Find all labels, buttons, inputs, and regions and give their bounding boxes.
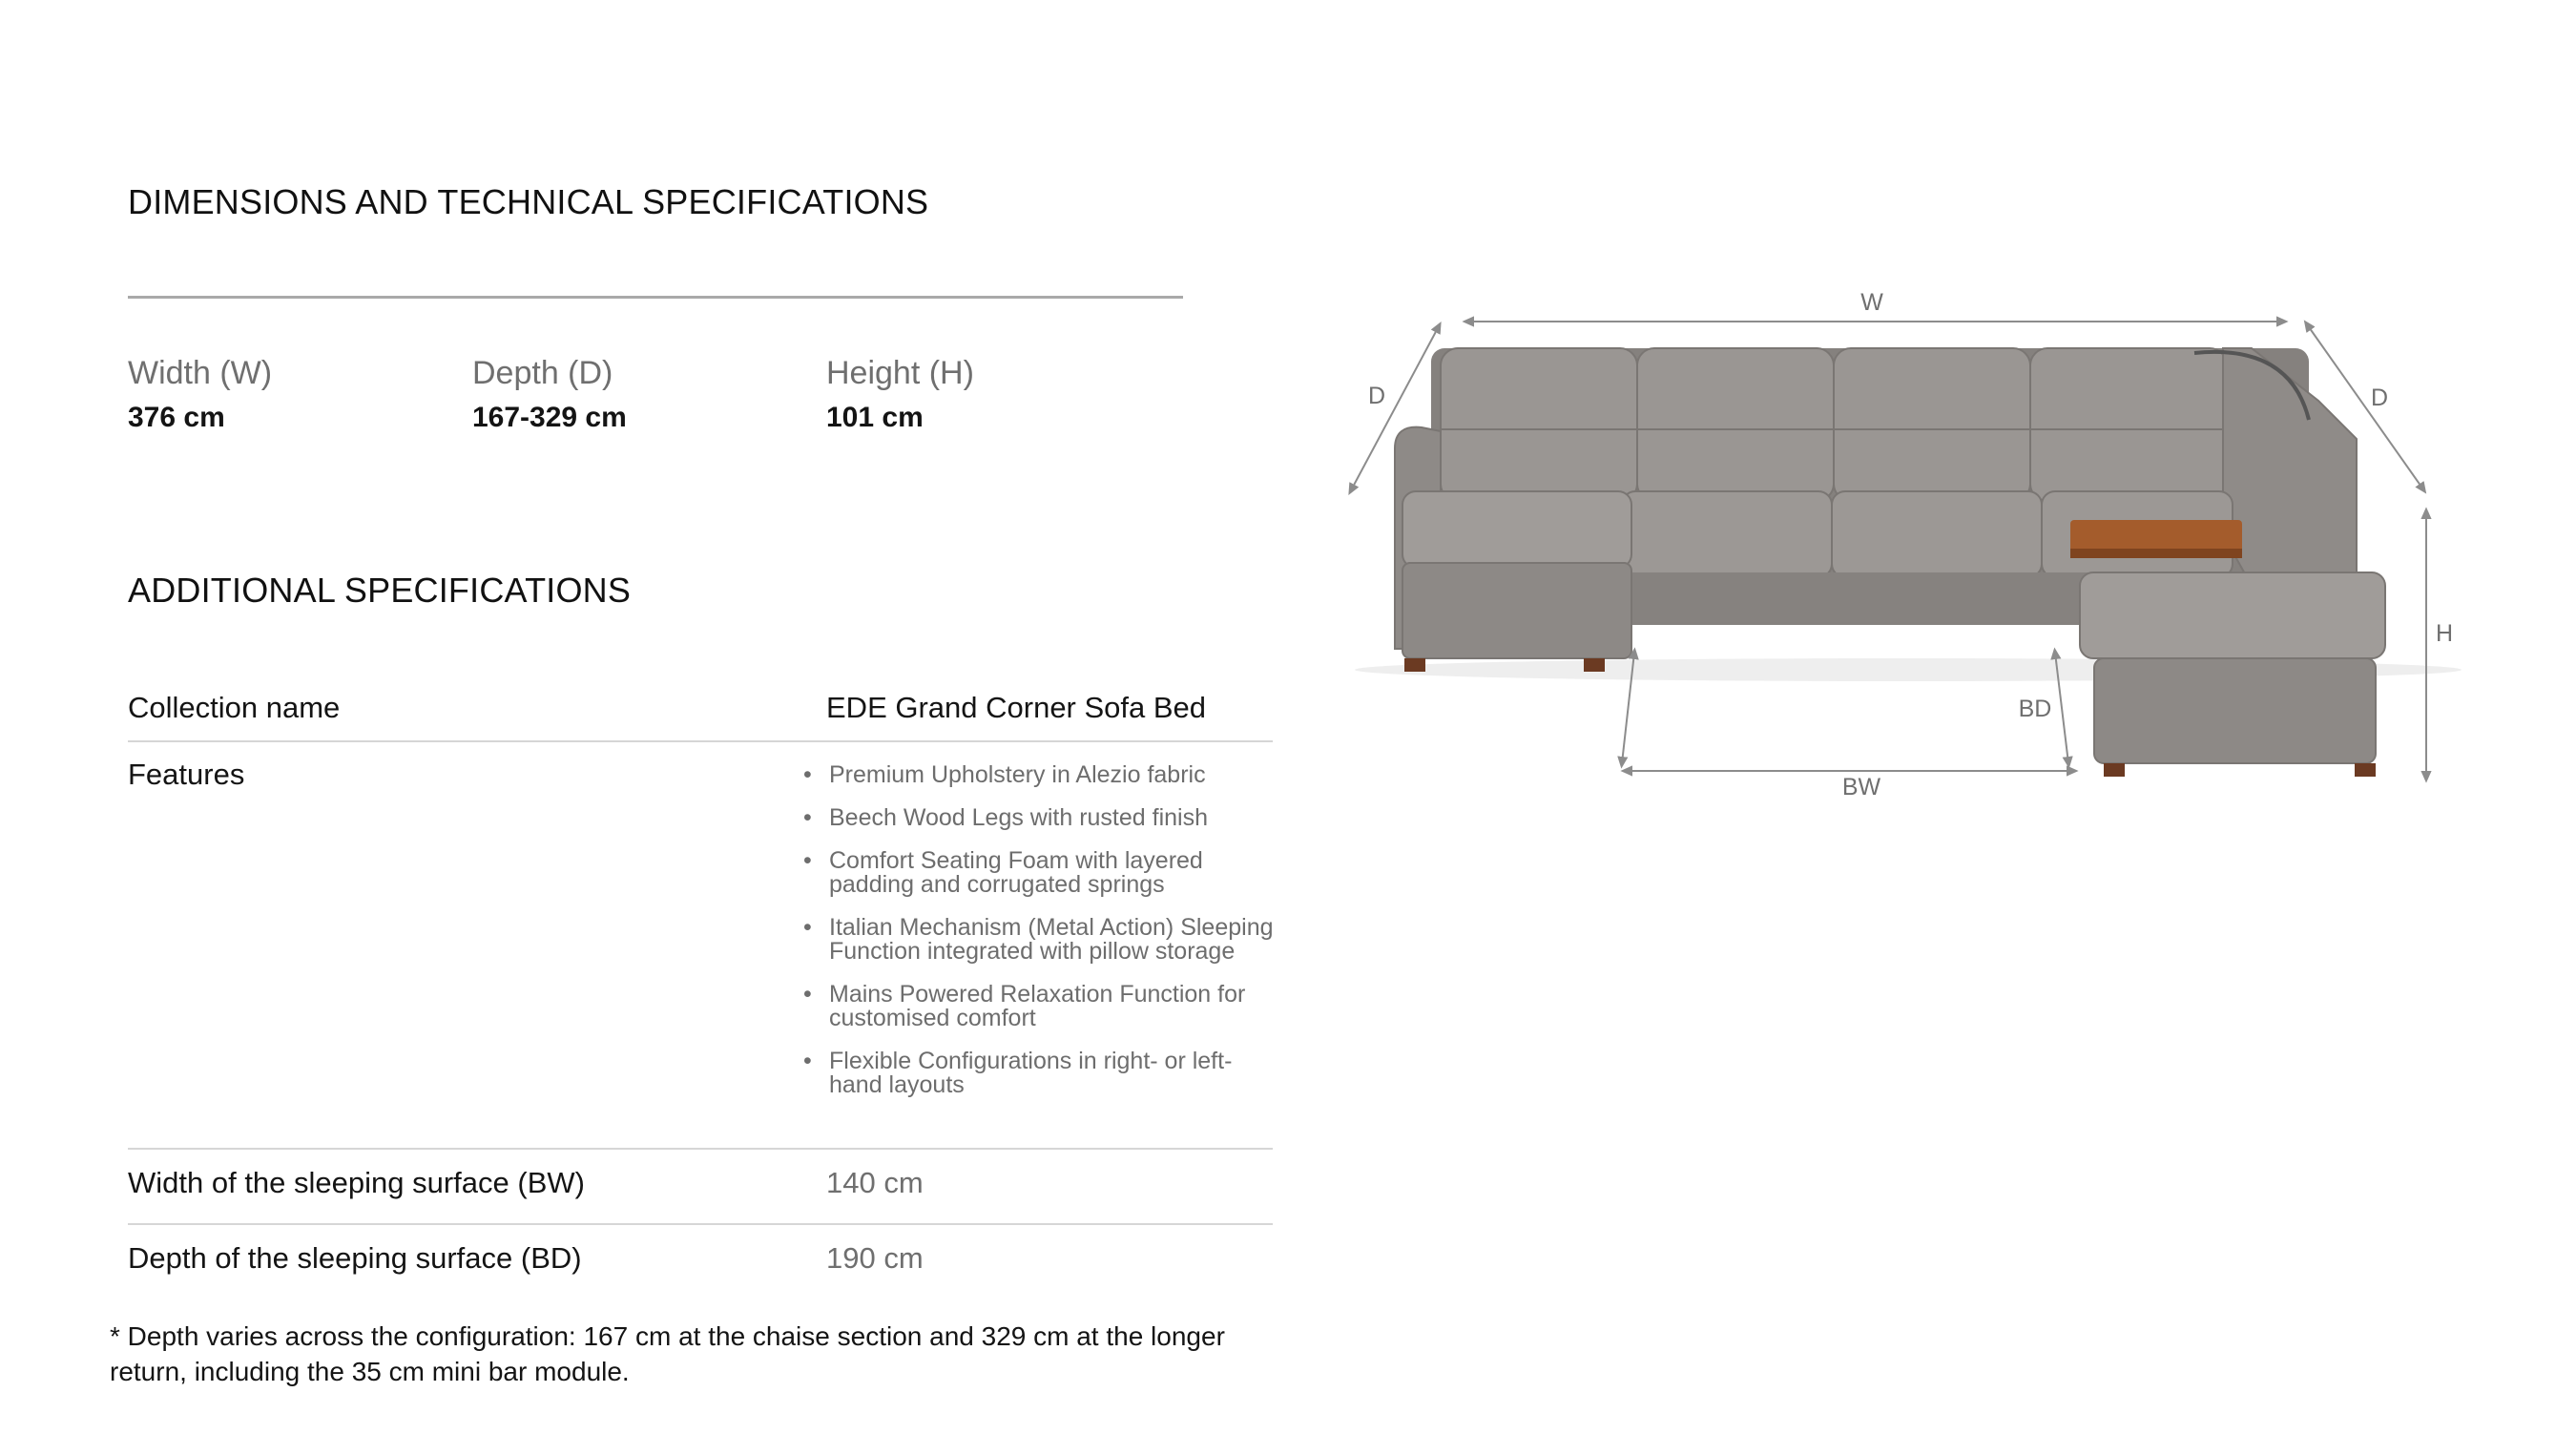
row-divider: [128, 1148, 1273, 1150]
page-title: DIMENSIONS AND TECHNICAL SPECIFICATIONS: [128, 182, 929, 221]
width-label: Width (W): [128, 355, 273, 391]
list-item: • Italian Mechanism (Metal Action) Sleeping Function integrated with pillow storage: [803, 916, 1280, 964]
row-divider: [128, 740, 1273, 742]
sleep-depth-label: Depth of the sleeping surface (BD): [128, 1241, 582, 1275]
sleep-depth-value: 190 cm: [826, 1241, 924, 1275]
features-label: Features: [128, 758, 245, 791]
collection-value: EDE Grand Corner Sofa Bed: [826, 691, 1207, 724]
bd-marker-label: BD: [2018, 696, 2052, 722]
depth-value: 167-329 cm: [472, 402, 627, 433]
divider: [128, 296, 1183, 299]
height-marker-label: H: [2435, 620, 2454, 647]
width-marker-label: W: [1860, 289, 1883, 316]
list-item: • Premium Upholstery in Alezio fabric: [803, 763, 1280, 787]
features-list: [803, 763, 1280, 1116]
depth-left-marker-label: D: [1367, 383, 1386, 409]
height-value: 101 cm: [826, 402, 924, 433]
row-divider: [128, 1223, 1273, 1225]
collection-label: Collection name: [128, 691, 341, 724]
list-item: • Flexible Configurations in right- or left-hand layouts: [803, 1050, 1280, 1097]
sofa-dimension-diagram: [1317, 277, 2462, 811]
sofa-illustration: [1355, 348, 2462, 777]
list-item: • Comfort Seating Foam with layered padding and corrugated springs: [803, 849, 1280, 897]
depth-right-marker-label: D: [2370, 384, 2389, 411]
sleep-width-value: 140 cm: [826, 1166, 924, 1199]
depth-label: Depth (D): [472, 355, 613, 391]
bw-marker-label: BW: [1841, 774, 1881, 800]
footnote: * Depth varies across the configuration: 167 cm at the chaise section and 329 cm at the longer return, including the 35 cm mini bar module.: [110, 1321, 1225, 1386]
additional-specs-title: ADDITIONAL SPECIFICATIONS: [128, 571, 632, 610]
list-item: • Mains Powered Relaxation Function for customised comfort: [803, 983, 1280, 1030]
width-value: 376 cm: [128, 402, 225, 433]
sleep-width-label: Width of the sleeping surface (BW): [128, 1166, 585, 1199]
list-item: • Beech Wood Legs with rusted finish: [803, 806, 1280, 830]
height-label: Height (H): [826, 355, 974, 391]
